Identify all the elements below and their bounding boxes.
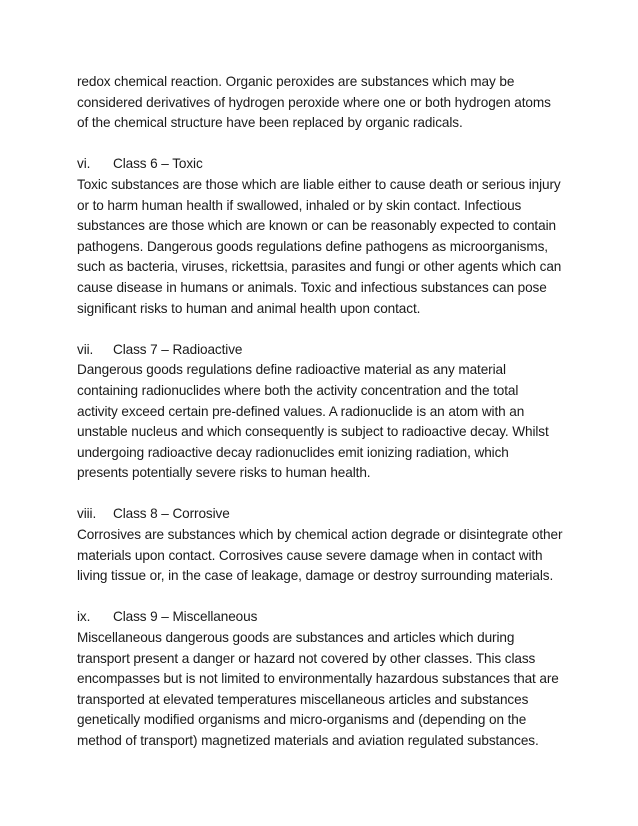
text-line: redox chemical reaction. Organic peroxides are substances which may be	[77, 74, 515, 89]
section-class-7	[77, 340, 567, 484]
text-line: considered derivatives of hydrogen peroxide where one or both hydrogen atoms	[77, 94, 551, 110]
text-line: pathogens. Dangerous goods regulations define pathogens as microorganisms,	[77, 238, 548, 254]
text-line: encompasses but is not limited to environmentally hazardous substances that are	[77, 671, 559, 687]
text-line: living tissue or, in the case of leakage, damage or destroy surrounding materials.	[77, 568, 554, 584]
text-line: substances are those which are known or can be reasonably expected to contain	[77, 218, 556, 234]
text-line: transported at elevated temperatures miscellaneous articles and substances	[77, 691, 529, 707]
text-line: presents potentially severe risks to human health.	[77, 465, 371, 481]
text-line: containing radionuclides where both the activity concentration and the total	[77, 382, 519, 398]
section-paragraph	[77, 525, 567, 587]
text-line: significant risks to human and animal health upon contact.	[77, 300, 421, 316]
document-page	[77, 72, 567, 752]
section-heading	[77, 504, 567, 525]
intro-paragraph	[77, 72, 567, 134]
section-paragraph	[77, 628, 567, 752]
text-line: unstable nucleus and which consequently is subject to radioactive decay. Whilst	[77, 424, 549, 440]
section-numeral: viii.	[77, 506, 97, 522]
text-line: of the chemical structure have been replaced by organic radicals.	[77, 115, 463, 131]
text-line: Miscellaneous dangerous goods are substances and articles which during	[77, 630, 515, 646]
section-heading	[77, 154, 567, 175]
text-line: transport present a danger or hazard not covered by other classes. This class	[77, 650, 536, 666]
section-paragraph	[77, 175, 567, 319]
text-line: cause disease in humans or animals. Toxic and infectious substances can pose	[77, 279, 547, 295]
text-line: method of transport) magnetized materials and aviation regulated substances.	[77, 733, 539, 748]
section-heading	[77, 340, 567, 361]
section-title: Class 8 – Corrosive	[113, 506, 230, 522]
section-class-9	[77, 607, 567, 751]
text-line: Corrosives are substances which by chemical action degrade or disintegrate other	[77, 527, 563, 543]
text-line: Toxic substances are those which are liable either to cause death or serious injury	[77, 176, 561, 192]
text-line: such as bacteria, viruses, rickettsia, parasites and fungi or other agents which can	[77, 259, 562, 275]
text-line: undergoing radioactive decay radionuclides emit ionizing radiation, which	[77, 444, 509, 460]
text-line: Dangerous goods regulations define radioactive material as any material	[77, 362, 506, 378]
text-line: or to harm human health if swallowed, inhaled or by skin contact. Infectious	[77, 197, 522, 213]
text-line: materials upon contact. Corrosives cause severe damage when in contact with	[77, 547, 543, 563]
section-paragraph	[77, 360, 567, 484]
section-title: Class 6 – Toxic	[113, 156, 203, 172]
section-numeral: vi.	[77, 156, 91, 172]
section-title: Class 7 – Radioactive	[113, 341, 243, 357]
section-heading	[77, 607, 567, 628]
section-class-8	[77, 504, 567, 586]
section-class-6	[77, 154, 567, 319]
section-numeral: ix.	[77, 609, 91, 625]
text-line: activity exceed certain pre-defined values. A radionuclide is an atom with an	[77, 403, 525, 419]
section-numeral: vii.	[77, 341, 94, 357]
text-line: genetically modified organisms and micro-organisms and (depending on the	[77, 712, 527, 728]
section-title: Class 9 – Miscellaneous	[113, 609, 258, 625]
